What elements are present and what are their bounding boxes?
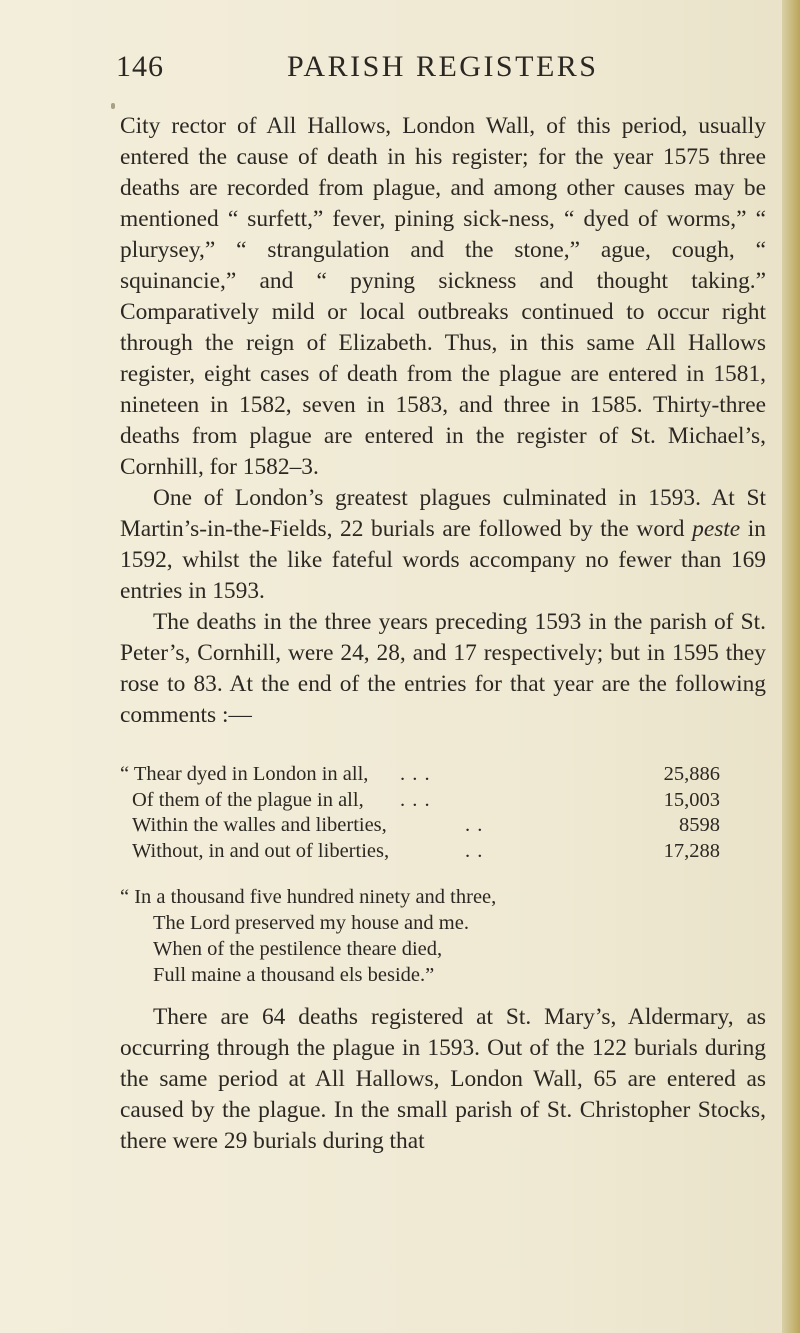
body-text-bottom: [120, 1002, 766, 1157]
paragraph-2-text-a: One of London’s greatest plagues culminated in 1593. At St Martin’s-in-the-Fields, 22 burials are followed by the word: [120, 485, 766, 542]
table-row-label: Of them of the plague in all,: [132, 788, 364, 811]
table-row: [120, 788, 720, 814]
leader-dots: . .: [465, 839, 484, 862]
poem-line: The Lord preserved my house and me.: [153, 912, 469, 934]
table-row: [120, 762, 720, 788]
poem-line: Full maine a thousand els beside.”: [153, 964, 435, 986]
table-row-label: Within the walles and liberties,: [132, 814, 387, 836]
running-header: [116, 50, 616, 90]
body-text-top: [120, 111, 766, 731]
poem-line: When of the pestilence theare died,: [153, 938, 443, 960]
leader-dots: . . .: [400, 788, 431, 811]
death-count-table: [120, 762, 720, 864]
poem-quote: [120, 884, 720, 988]
paragraph-3: The deaths in the three years preceding 1593 in the parish of St. Peter’s, Cornhill, were 24, 28, and 17 respectively; but in 1595 they rose to 83. At the end of the entries for that year are the following comments :—: [120, 609, 766, 728]
table-row-value: 15,003: [663, 788, 720, 811]
leader-dots: . . .: [400, 763, 431, 785]
page-title: PARISH REGISTERS: [287, 50, 599, 83]
table-row-label: “ Thear dyed in London in all,: [120, 763, 369, 785]
leader-dots: . .: [465, 814, 484, 836]
table-row-value: 8598: [679, 814, 720, 836]
table-row-label: Without, in and out of liberties,: [132, 839, 390, 862]
paragraph-2-text-b: in 1592, whilst the like fateful words accompany no fewer than 169 entries in 1593.: [120, 516, 766, 604]
page-edge: [782, 0, 800, 1333]
table-row: [120, 813, 720, 839]
paragraph-2: [120, 483, 766, 607]
paragraph-1: City rector of All Hallows, London Wall, of this period, usually entered the cause of death in his register; for the year 1575 three deaths are recorded from plague, and among other causes may be mentioned “ surfett,” fever, pining sick-ness, “ dyed of worms,” “ plurysey,” “ strangulation and the stone,” ague, cough, “ squinancie,” and “ pyning sickness and thought taking.” Comparatively mild or local outbreaks continued to occur right through the reign of Elizabeth. Thus, in this same All Hallows register, eight cases of death from the plague are entered in 1581, nineteen in 1582, seven in 1583, and three in 1585. Thirty-three deaths from plague are entered in the register of St. Michael’s, Cornhill, for 1582–3.: [120, 113, 766, 480]
table-row: [120, 839, 720, 865]
paragraph-4: There are 64 deaths registered at St. Mary’s, Aldermary, as occurring through the plague in 1593. Out of the 122 burials during the same period at All Hallows, London Wall, 65 are entered as caused by the plague. In the small parish of St. Christopher Stocks, there were 29 burials during that: [120, 1004, 766, 1154]
italic-word-peste: peste: [692, 516, 741, 542]
table-row-value: 17,288: [663, 839, 720, 862]
page-number: 146: [116, 50, 164, 83]
table-row-value: 25,886: [663, 763, 720, 785]
margin-mark: [111, 103, 115, 109]
poem-line: “ In a thousand five hundred ninety and three,: [120, 886, 497, 908]
